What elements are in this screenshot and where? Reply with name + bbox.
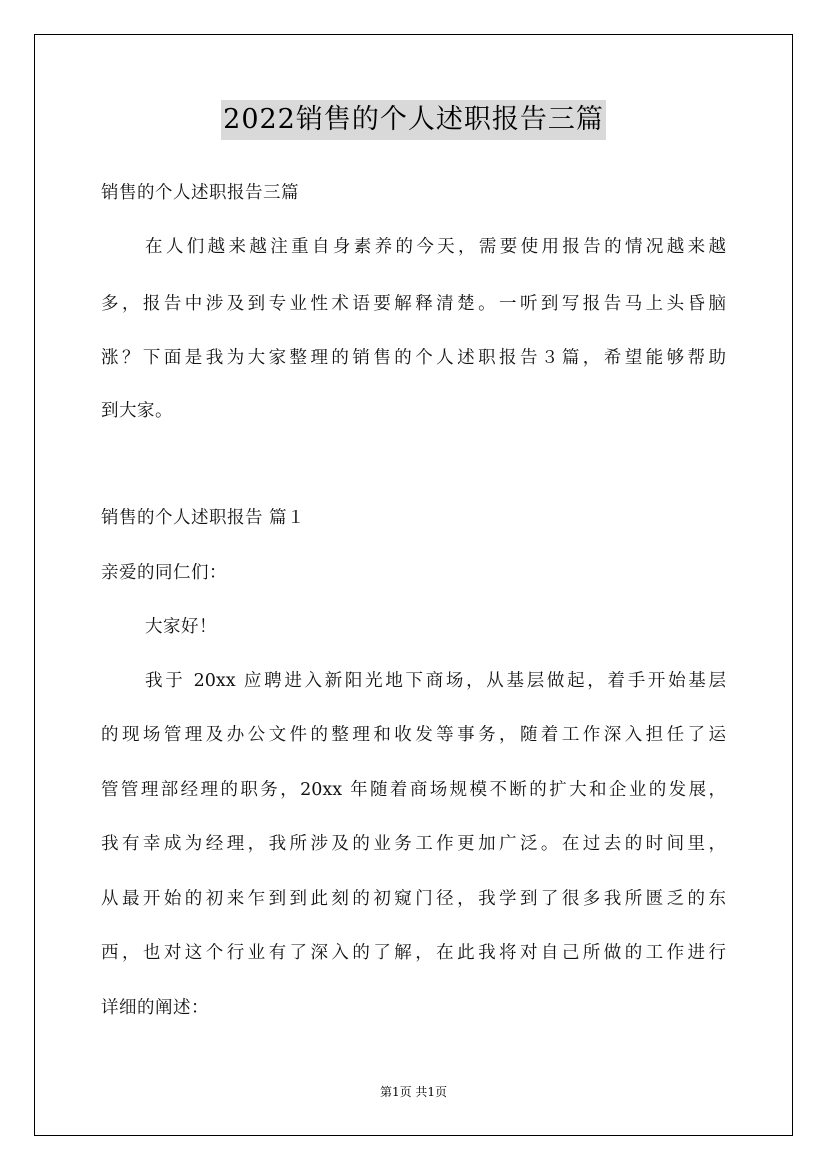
intro-line-1: 在人们越来越注重自身素养的今天，需要使用报告的情况越来越 (145, 237, 726, 257)
page-footer: 第1页 共1页 (379, 1085, 448, 1099)
intro-line-3: 涨？下面是我为大家整理的销售的个人述职报告３篇，希望能够帮助 (101, 348, 726, 368)
salutation: 亲爱的同仁们： (101, 563, 227, 583)
body-line-5: 从最开始的初来乍到到此刻的初窥门径，我学到了很多我所匮乏的东 (101, 889, 726, 909)
section-heading: 销售的个人述职报告 篇１ (101, 508, 306, 528)
body-line-2: 的现场管理及办公文件的整理和收发等事务，随着工作深入担任了运 (101, 725, 726, 745)
body-line-6: 西，也对这个行业有了深入的了解，在此我将对自己所做的工作进行 (101, 943, 726, 963)
body-line-7: 详细的阐述： (101, 998, 209, 1018)
intro-line-4: 到大家。 (101, 401, 173, 421)
document-subtitle: 销售的个人述职报告三篇 (101, 183, 299, 203)
body-line-4: 我有幸成为经理，我所涉及的业务工作更加广泛。在过去的时间里， (101, 834, 726, 854)
body-line-3: 管管理部经理的职务，20xx 年随着商场规模不断的扩大和企业的发展， (101, 780, 726, 800)
greeting: 大家好！ (145, 617, 217, 637)
intro-line-2: 多，报告中涉及到专业性术语要解释清楚。一听到写报告马上头昏脑 (101, 294, 726, 314)
title-container (0, 100, 827, 140)
body-line-1: 我于 20xx 应聘进入新阳光地下商场，从基层做起，着手开始基层 (145, 671, 726, 691)
document-title: 2022销售的个人述职报告三篇 (221, 100, 606, 140)
